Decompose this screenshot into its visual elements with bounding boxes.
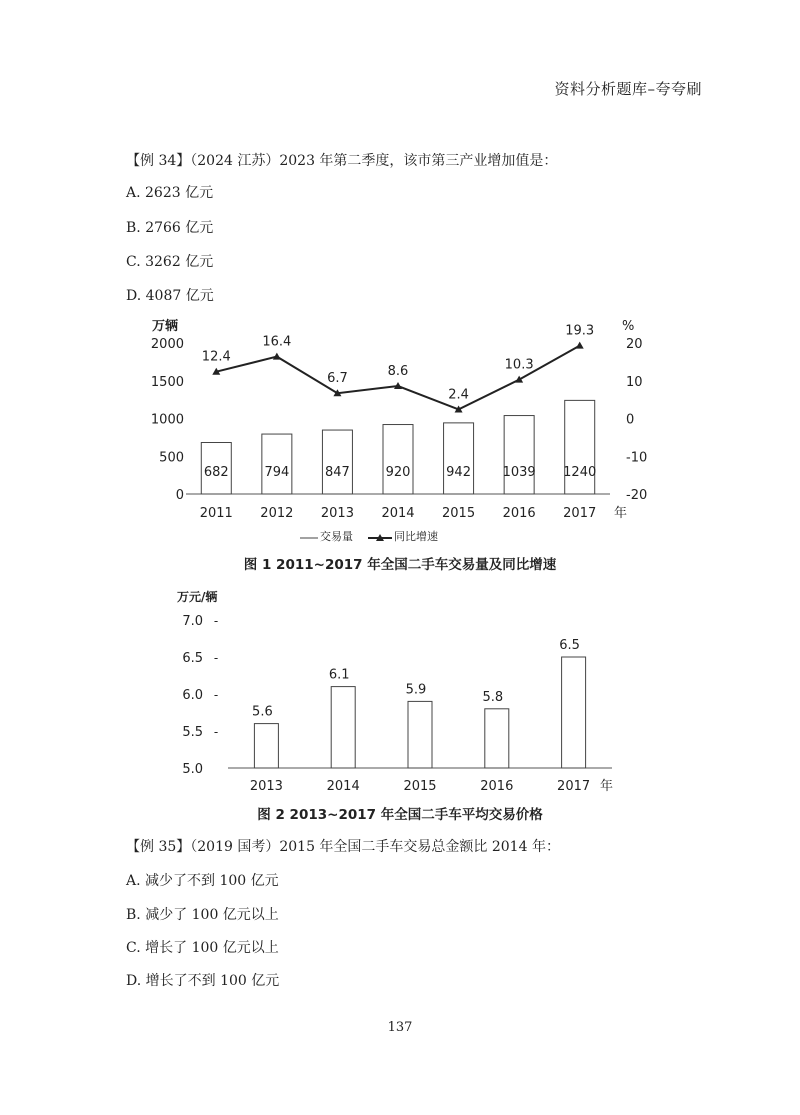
right-axis-tick-label: -10 xyxy=(626,450,648,466)
growth-label-2016: 10.3 xyxy=(504,357,534,373)
left-axis-tick-label: 1000 xyxy=(150,412,184,428)
right-axis-tick-label: -20 xyxy=(626,488,648,503)
bar-price-2017 xyxy=(562,657,586,768)
legend-label-volume: 交易量 xyxy=(320,530,353,543)
bar-label-2014: 920 xyxy=(385,465,411,480)
y-tick-dash: - xyxy=(213,688,219,702)
bar-label-2017: 6.5 xyxy=(559,638,580,653)
bar-volume-2014 xyxy=(383,425,413,494)
x-tick-label: 2013 xyxy=(320,506,354,521)
x-tick-label: 2015 xyxy=(442,506,476,521)
page-header: 资料分析题库–夸夸刷 xyxy=(554,80,702,98)
question-34-stem: 【例 34】（2024 江苏）2023 年第二季度，该市第三产业增加值是： xyxy=(126,153,558,169)
q34-option-d: D. 4087 亿元 xyxy=(126,288,214,304)
bar-price-2016 xyxy=(485,709,509,768)
q34-option-b: B. 2766 亿元 xyxy=(126,220,214,236)
bar-price-2015 xyxy=(408,701,432,768)
x-tick-label: 2014 xyxy=(326,779,360,794)
page-number: 137 xyxy=(387,1020,413,1035)
left-axis-unit: 万辆 xyxy=(152,319,179,334)
x-tick-label: 2017 xyxy=(563,506,597,521)
x-tick-label: 2016 xyxy=(480,779,514,794)
chart-2 xyxy=(0,585,800,800)
q35-option-a: A. 减少了不到 100 亿元 xyxy=(126,873,279,889)
right-axis-unit: % xyxy=(622,319,635,334)
x-tick-label: 2014 xyxy=(381,506,415,521)
y-tick-label: 5.0 xyxy=(182,762,203,777)
right-axis-tick-label: 20 xyxy=(626,337,643,352)
right-axis-tick-label: 0 xyxy=(626,412,635,428)
y-axis-unit: 万元/辆 xyxy=(177,590,218,604)
q34-option-c: C. 3262 亿元 xyxy=(126,254,214,270)
growth-label-2013: 6.7 xyxy=(327,371,348,387)
q35-option-d: D. 增长了不到 100 亿元 xyxy=(126,973,280,989)
chart-1 xyxy=(0,310,800,550)
y-tick-label: 7.0 xyxy=(182,614,203,629)
q35-option-b: B. 减少了 100 亿元以上 xyxy=(126,907,279,923)
y-tick-dash: - xyxy=(213,614,219,628)
bar-price-2014 xyxy=(331,687,355,768)
q34-option-a: A. 2623 亿元 xyxy=(126,185,214,201)
y-tick-label: 5.5 xyxy=(182,725,203,740)
growth-label-2012: 16.4 xyxy=(262,334,292,350)
bar-volume-2013 xyxy=(322,430,352,494)
bar-label-2015: 942 xyxy=(446,465,471,480)
x-axis-unit: 年 xyxy=(614,506,628,521)
bar-label-2017: 1240 xyxy=(563,465,597,480)
left-axis-tick-label: 2000 xyxy=(150,337,184,352)
left-axis-tick-label: 1500 xyxy=(150,374,184,390)
bar-volume-2015 xyxy=(444,423,474,494)
bar-label-2012: 794 xyxy=(264,465,290,480)
bar-label-2016: 5.8 xyxy=(482,689,504,705)
legend-label-growth: 同比增速 xyxy=(394,530,438,543)
growth-label-2017: 19.3 xyxy=(565,323,595,339)
left-axis-tick-label: 0 xyxy=(175,488,184,503)
growth-label-2011: 12.4 xyxy=(201,349,231,365)
x-tick-label: 2017 xyxy=(557,779,591,794)
growth-point-2012 xyxy=(273,353,281,360)
growth-point-2017 xyxy=(576,342,584,349)
y-tick-dash: - xyxy=(213,725,219,739)
x-tick-label: 2011 xyxy=(199,506,233,521)
bar-volume-2016 xyxy=(504,416,534,494)
bar-label-2016: 1039 xyxy=(502,465,536,480)
x-axis-unit: 年 xyxy=(600,779,614,794)
bar-label-2013: 5.6 xyxy=(252,704,273,720)
growth-label-2014: 8.6 xyxy=(387,364,409,380)
question-35-stem: 【例 35】（2019 国考）2015 年全国二手车交易总金额比 2014 年： xyxy=(126,839,560,855)
chart-2-caption: 图 2 2013~2017 年全国二手车平均交易价格 xyxy=(257,807,543,823)
q35-option-c: C. 增长了 100 亿元以上 xyxy=(126,940,279,956)
x-tick-label: 2016 xyxy=(502,506,536,521)
bar-price-2013 xyxy=(254,724,278,768)
bar-label-2014: 6.1 xyxy=(328,667,350,683)
chart-1-caption: 图 1 2011~2017 年全国二手车交易量及同比增速 xyxy=(243,557,557,573)
right-axis-tick-label: 10 xyxy=(626,374,643,390)
bar-label-2015: 5.9 xyxy=(405,682,427,698)
growth-label-2015: 2.4 xyxy=(448,387,469,403)
y-tick-dash: - xyxy=(213,651,219,665)
y-tick-label: 6.0 xyxy=(182,688,203,703)
x-tick-label: 2013 xyxy=(249,779,283,794)
x-tick-label: 2012 xyxy=(260,506,294,521)
y-tick-label: 6.5 xyxy=(182,651,203,666)
x-tick-label: 2015 xyxy=(403,779,437,794)
left-axis-tick-label: 500 xyxy=(159,450,184,466)
bar-label-2011: 682 xyxy=(203,465,229,480)
bar-label-2013: 847 xyxy=(325,465,350,480)
